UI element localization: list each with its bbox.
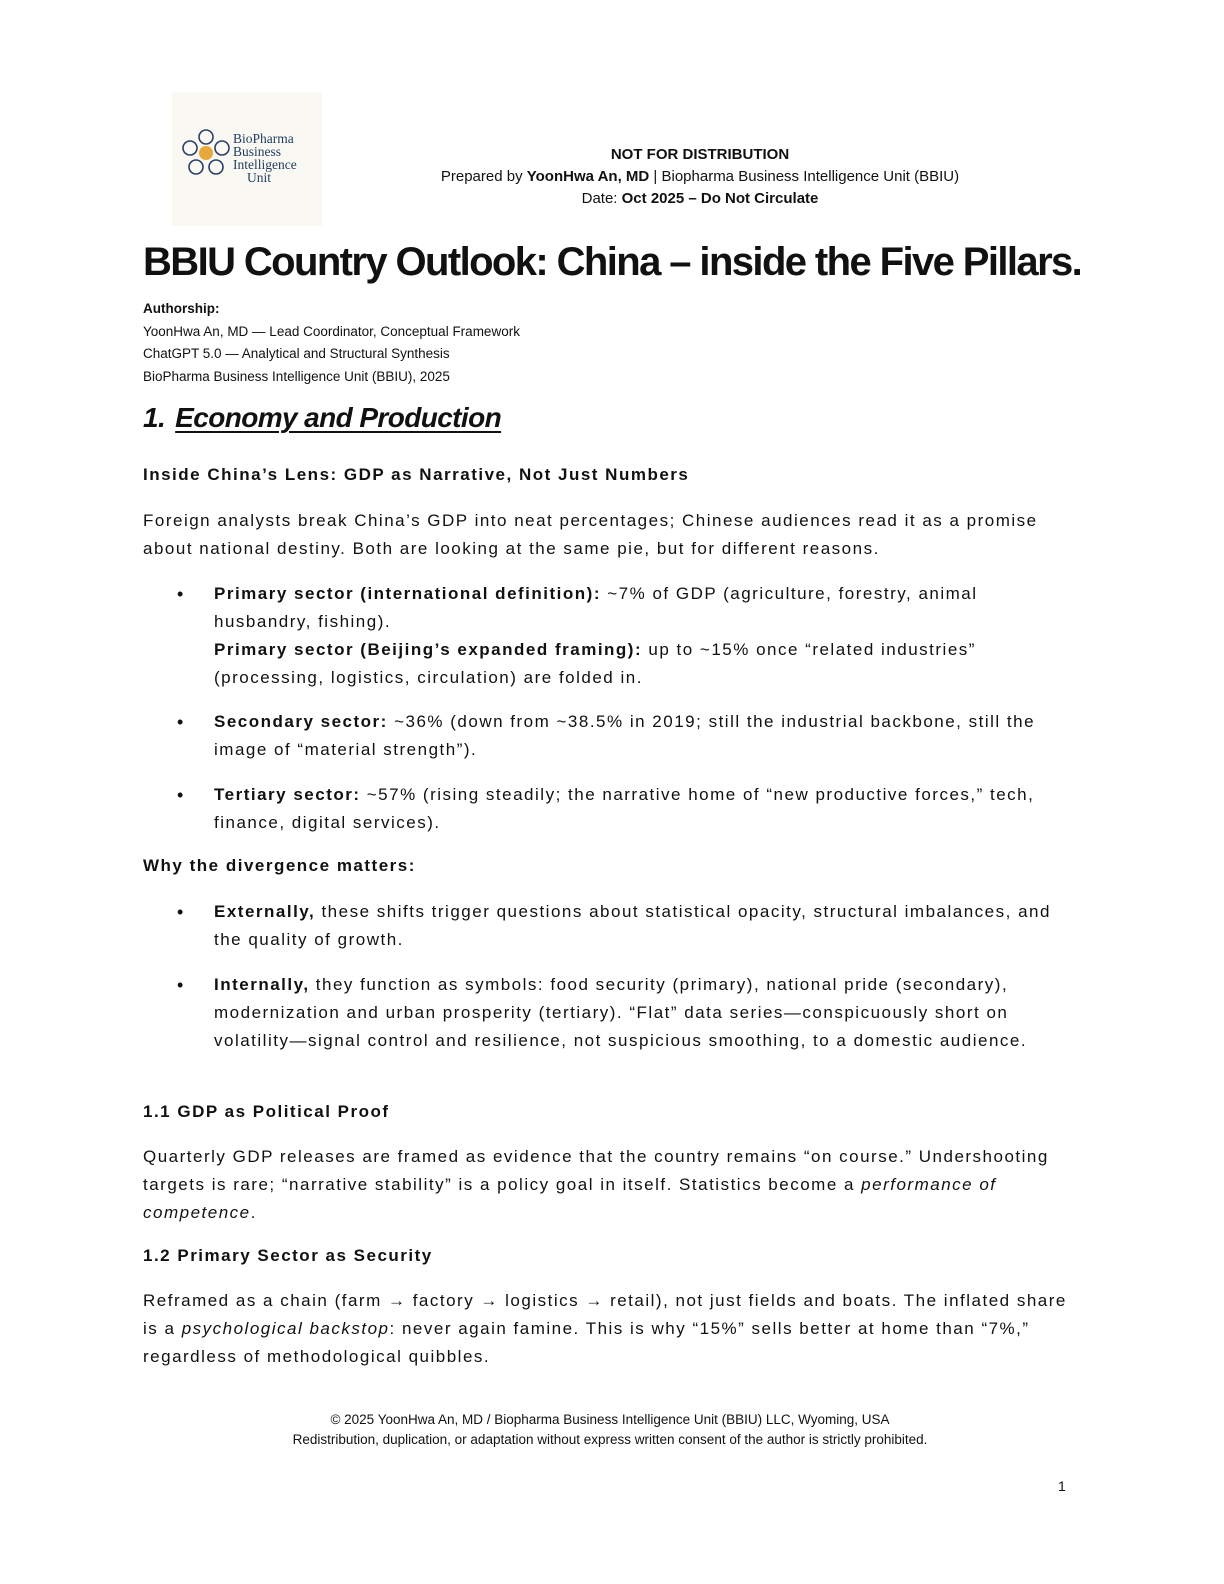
author-line: BioPharma Business Intelligence Unit (BBIU), 2025 [143,368,450,384]
subsection-heading-1-2: 1.2 Primary Sector as Security [143,1246,433,1265]
bullet-icon: • [177,712,185,732]
molecule-ring-icon [180,128,232,180]
page-number: 1 [1058,1478,1066,1494]
bullet-icon: • [177,584,185,604]
list-item-primary: • Primary sector (international definition): ~7% of GDP (agriculture, forestry, animal husbandry, fishing). Primary sector (Beijing’s expanded framing): up to ~15% once “related industries” (processing, logistics, circulation) are folded in. [177,580,1077,692]
page-title: BBIU Country Outlook: China – inside the Five Pillars. [143,240,1082,284]
subsection-text-1-2: Reframed as a chain (farm → factory → logistics → retail), not just fields and boats. The inflated share is a psychological backstop: never again famine. This is why “15%” sells better at home than “7%,” regardless of methodological quibbles. [143,1291,1067,1366]
distribution-notice: NOT FOR DISTRIBUTION [610,146,790,163]
list-item-tertiary: • Tertiary sector: ~57% (rising steadily; the narrative home of “new productive forces,” tech, finance, digital services). [177,781,1077,837]
list-item-externally: • Externally, these shifts trigger questions about statistical opacity, structural imbalances, and the quality of growth. [177,898,1077,954]
logo-wordmark: BioPharma Business Intelligence Unit [233,131,297,185]
bullet-icon: • [177,975,185,995]
author-line: YoonHwa An, MD — Lead Coordinator, Conceptual Framework [143,323,520,339]
subsection-text-1-1: Quarterly GDP releases are framed as evidence that the country remains “on course.” Undershooting targets is rare; “narrative stability” is a policy goal in itself. Statistics become a performance of competence. [143,1147,1049,1222]
bullet-icon: • [177,785,185,805]
document-header [340,144,1060,210]
copyright-footer: © 2025 YoonHwa An, MD / Biopharma Business Intelligence Unit (BBIU) LLC, Wyoming, USA Redistribution, duplication, or adaptation without express written consent of the author is strictly prohibited. [292,1412,928,1447]
document-date: Date: Oct 2025 – Do Not Circulate [581,190,819,207]
logo [172,92,322,226]
subsection-heading-1-1: 1.1 GDP as Political Proof [143,1102,390,1121]
section-heading: 1. Economy and Production [143,402,502,433]
authorship-block [143,298,520,388]
divergence-heading: Why the divergence matters: [143,856,416,875]
lens-heading: Inside China’s Lens: GDP as Narrative, Not Just Numbers [143,465,690,484]
bullet-icon: • [177,902,185,922]
list-item-internally: • Internally, they function as symbols: food security (primary), national pride (secondary), modernization and urban prosperity (tertiary). “Flat” data series—conspicuously short on volatility—signal control and resilience, not suspicious smoothing, to a domestic audience. [177,971,1077,1055]
authorship-label: Authorship: [143,301,220,316]
prepared-by: Prepared by YoonHwa An, MD | Biopharma Business Intelligence Unit (BBIU) [440,168,960,185]
lens-intro: Foreign analysts break China’s GDP into neat percentages; Chinese audiences read it as a promise about national destiny. Both are looking at the same pie, but for different reasons. [143,511,1038,558]
list-item-secondary: • Secondary sector: ~36% (down from ~38.5% in 2019; still the industrial backbone, still the image of “material strength”). [177,708,1077,764]
author-line: ChatGPT 5.0 — Analytical and Structural Synthesis [143,346,450,361]
